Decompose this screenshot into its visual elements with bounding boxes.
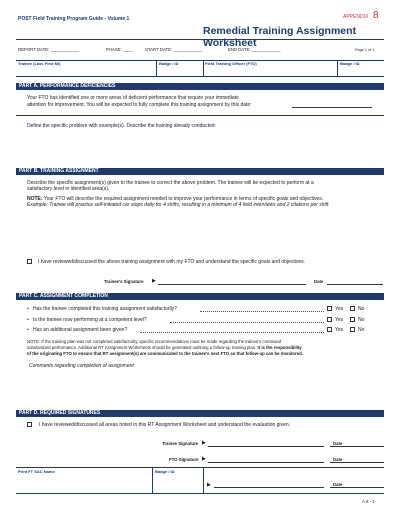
trainee-date-label: Date xyxy=(314,279,324,284)
id-table-divider xyxy=(156,60,157,76)
trainee-signature-label: Trainee's Signature xyxy=(104,279,144,284)
part-c-header: PART C. ASSIGNMENT COMPLETION xyxy=(16,293,384,300)
q1-no-checkbox[interactable] xyxy=(350,306,355,311)
part-b-example: Example: Trainee will practice self-initiated car stops daily for 4 shifts, resulting in a minimum of 4 field interviews and 2 citations per shift. xyxy=(27,202,330,208)
q2-yes-checkbox[interactable] xyxy=(327,317,332,322)
define-problem-label: Define the specific problem with example(s). Describe the training already conducted: xyxy=(27,123,216,129)
part-d-header: PART D. REQUIRED SIGNATURES xyxy=(16,410,384,417)
note-text: Your FTO will describe the required assignment needed to improve your performance in terms of specific goals and objectives. xyxy=(42,196,324,202)
question-1-bullet: • xyxy=(27,306,29,312)
part-b-desc-2: satisfactory level in identified area(s). xyxy=(27,186,110,192)
appendix-number: 8 xyxy=(373,10,379,21)
end-date-field[interactable]: END DATE: ____________ xyxy=(228,47,281,52)
fto-date-label: Date xyxy=(333,457,343,462)
id-table-divider xyxy=(203,60,204,76)
id-table-top xyxy=(16,60,384,61)
q2-no-checkbox[interactable] xyxy=(350,317,355,322)
fto-name-label: Field Training Officer (FTO) xyxy=(205,61,257,66)
q1-yes-checkbox[interactable] xyxy=(327,306,332,311)
part-a-divider xyxy=(16,115,384,116)
note-label: NOTE: xyxy=(27,196,43,202)
page-title: Remedial Training Assignment Worksheet xyxy=(203,25,357,49)
sac-table-top xyxy=(16,467,384,468)
start-date-field[interactable]: START DATE: ____________ xyxy=(145,47,203,52)
appendix-label: APPENDIX xyxy=(343,14,369,20)
question-2-bullet: • xyxy=(27,317,29,323)
guide-title: POST Field Training Program Guide - Volume 1 xyxy=(18,16,130,22)
question-2: Is the trainee now performing at a competent level? xyxy=(33,317,147,323)
id-table-bottom xyxy=(16,76,384,77)
part-d-ack-checkbox[interactable] xyxy=(27,422,32,427)
q3-yes-label: Yes xyxy=(335,327,344,333)
q3-no-label: No xyxy=(358,327,365,333)
q2-no-label: No xyxy=(358,317,365,323)
q3-yes-checkbox[interactable] xyxy=(327,327,332,332)
leader-dots xyxy=(200,311,324,312)
sac-date-line[interactable] xyxy=(330,487,384,488)
q2-yes-label: Yes xyxy=(335,317,344,323)
part-c-note-2 xyxy=(27,345,302,350)
id-table-divider xyxy=(337,60,338,76)
sac-name-label: Print FT SAC Name xyxy=(18,469,55,474)
q3-no-checkbox[interactable] xyxy=(350,327,355,332)
sac-date-label: Date xyxy=(333,482,343,487)
define-problem-area[interactable] xyxy=(16,131,384,164)
part-b-ack-text: I have reviewed/discussed the above training assignment with my FTO and understand the specific goals and objectives. xyxy=(38,259,305,265)
page-number: A.8 - 1 xyxy=(362,499,375,504)
trainee-name-label: Trainee (Last, First MI) xyxy=(18,61,61,66)
part-c-note-2a: substandard performance. Additional RT Assignment Worksheets should be generated outlining a follow-up training plan. xyxy=(27,345,258,350)
page-indicator: Page 1 of 1 xyxy=(355,48,375,52)
trainee-badge-label: Badge / ID xyxy=(159,61,179,66)
question-3: Has an additional assignment been given? xyxy=(33,327,128,333)
phase-field[interactable]: PHASE: ____ xyxy=(106,47,133,52)
part-c-note-1: NOTE: If the training plan was not completed satisfactorily, specific recommendations must be made regarding the trainee's continued xyxy=(27,339,282,344)
sac-table-divider xyxy=(203,467,204,493)
comments-label: Comments regarding completion of assignment: xyxy=(29,363,136,369)
sac-badge-label: Badge / ID xyxy=(155,469,175,474)
part-a-text-1: Your FTO has identified one or more areas of deficient performance that require your immediate xyxy=(27,95,239,101)
part-b-desc-1: Describe the specific assignment(s) given to the trainee to correct the above problem. The trainee will be expected to perform at a xyxy=(27,180,314,186)
trainee-date-line-d[interactable] xyxy=(330,446,384,447)
fto-badge-label: Badge / ID xyxy=(340,61,360,66)
completion-date-line[interactable] xyxy=(292,107,372,108)
trainee-signature-line-d[interactable] xyxy=(208,446,324,447)
question-3-bullet: • xyxy=(27,327,29,333)
fto-signature-label: FTO Signature xyxy=(169,457,199,462)
arrow-right-icon: ▶ xyxy=(202,456,206,462)
q1-no-label: No xyxy=(358,306,365,312)
part-d-ack-text: I have reviewed/discussed all areas noted in this RT Assignment Worksheet and understand the evaluation given. xyxy=(39,422,290,428)
fto-date-line[interactable] xyxy=(330,462,384,463)
leader-dots xyxy=(170,322,324,323)
trainee-date-line[interactable] xyxy=(327,284,383,285)
part-c-note-2b: It is the responsibility xyxy=(257,345,302,350)
arrow-right-icon: ▶ xyxy=(152,278,156,284)
fto-signature-line[interactable] xyxy=(208,462,324,463)
trainee-signature-label-d: Trainee Signature xyxy=(162,441,199,446)
sac-table-divider xyxy=(152,467,153,493)
part-c-note-3: of the originating FTO to ensure that RT assignment(s) are communicated to the trainee's next FTO so that follow-up can be monitored. xyxy=(27,351,303,356)
arrow-right-icon: ▶ xyxy=(207,482,211,488)
comments-area[interactable] xyxy=(16,370,384,408)
trainee-date-label-d: Date xyxy=(333,441,343,446)
leader-dots xyxy=(140,332,324,333)
part-b-header: PART B. TRAINING ASSIGNMENT xyxy=(16,168,384,175)
question-1: Has the trainee completed this training assignment satisfactorily? xyxy=(33,306,177,312)
trainee-signature-line[interactable] xyxy=(158,284,306,285)
part-a-text-2: attention for improvement. You will be expected to fully complete this training assignment by this date: xyxy=(27,102,252,108)
sac-table-bottom xyxy=(16,493,384,494)
training-assignment-area[interactable] xyxy=(16,210,384,255)
header-divider xyxy=(16,39,384,40)
arrow-right-icon: ▶ xyxy=(202,440,206,446)
report-date-field[interactable]: REPORT DATE: ____________ xyxy=(18,47,80,52)
part-b-ack-checkbox[interactable] xyxy=(27,259,32,264)
q1-yes-label: Yes xyxy=(335,306,344,312)
part-a-header: PART A. PERFORMANCE DEFICIENCIES xyxy=(16,83,384,90)
sac-signature-line[interactable] xyxy=(214,487,324,488)
